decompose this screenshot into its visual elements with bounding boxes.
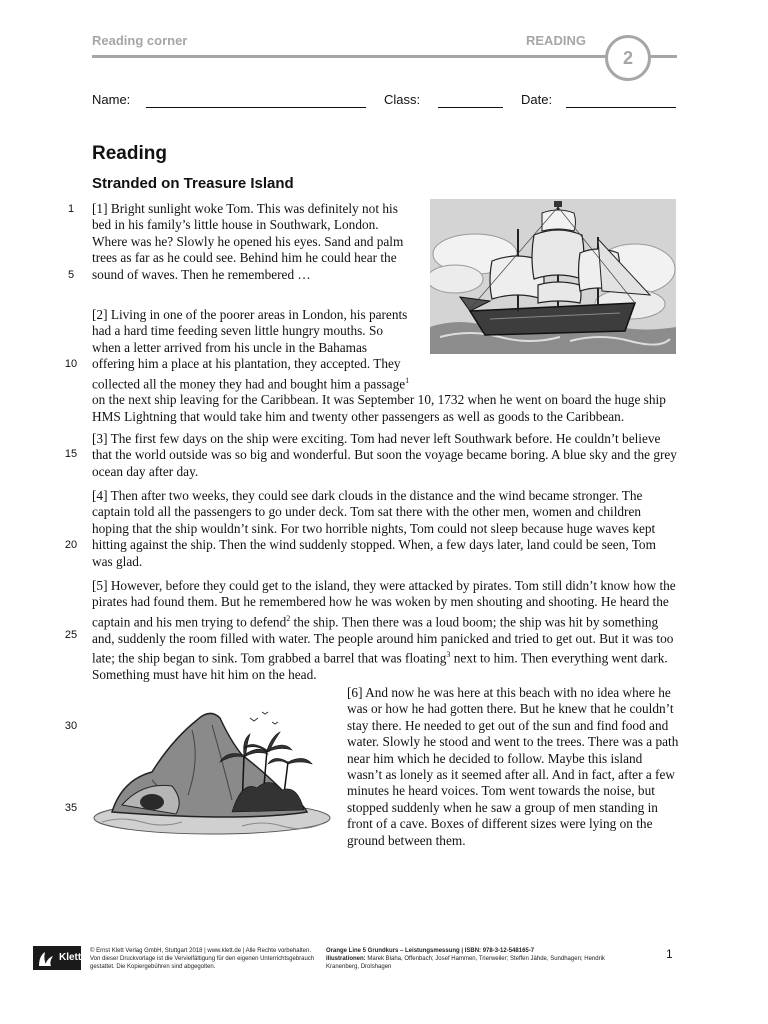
line-number: 5: [67, 269, 75, 281]
paragraph-5-text-a: [5] However, before they could get to the island, they were attacked by pirates. Tom still didn’t know how the pirates had found them. But he remembered how he was woken by men shouting and shooting. He heard the captain and his men trying to defend: [92, 578, 676, 630]
footnote-marker: 3: [446, 650, 451, 660]
section-label: Reading corner: [92, 33, 188, 48]
float-spacer: [410, 307, 678, 373]
class-label: Class:: [384, 92, 421, 107]
klett-logo-text: Klett: [59, 952, 82, 963]
unit-number: 2: [622, 47, 633, 68]
date-field[interactable]: [566, 107, 676, 108]
paragraph-5-text-c: next to him. Then everything went dark. Something must have hit him on the head.: [92, 650, 668, 682]
story-title: Stranded on Treasure Island: [92, 175, 294, 192]
credits: [326, 947, 632, 971]
unit-number-badge: [605, 35, 651, 81]
line-number: 25: [64, 629, 78, 641]
header-rule: [92, 55, 677, 58]
book-info: Orange Line 5 Grundkurs – Leistungsmessung | ISBN: 978-3-12-548165-7: [326, 948, 535, 954]
paragraph-5: [92, 578, 678, 683]
paragraph-3-text: [3] The first few days on the ship were exciting. Tom had never left Southwark before. He couldn’t believe that the world outside was so big and wonderful. But soon the voyage became boring. A blue sky and the grey ocean day after day.: [92, 431, 677, 479]
copyright-notice: © Ernst Klett Verlag GmbH, Stuttgart 2018 | www.klett.de | Alle Rechte vorbehalten. Von dieser Druckvorlage ist die Vervielfältigung für den eigenen Unterrichtsgebrauch gestattet. Die Kopiergebühren sind abgegolten.: [90, 948, 315, 970]
line-number: 20: [64, 539, 78, 551]
paragraph-4: [92, 488, 678, 570]
line-number: 15: [64, 448, 78, 460]
paragraph-5-text-b: the ship. Then there was a loud boom; the ship was hit by something and, suddenly the room filled with water. The people around him panicked and tried to get out. But it was too late; the ship began to sink. Tom grabbed a barrel that was floating: [92, 614, 674, 666]
paragraph-4-text: [4] Then after two weeks, they could see dark clouds in the distance and the wind became stronger. The captain told all the passengers to go under deck. Tom sat there with the other men, women and children hoping that the ship wouldn’t sink. For two horrible nights, Tom could not sleep because huge waves kept hitting against the ship. Then the wind suddenly stopped. When, a few days later, land could be seen, Tom was glad.: [92, 488, 656, 569]
paragraph-1: [92, 201, 410, 283]
paragraph-2-text-b: on the next ship leaving for the Caribbean. It was September 10, 1732 when he went on board the huge ship HMS Lightning that would take him and twenty other passengers as well as goods to the Caribbean.: [92, 392, 666, 424]
island-image: [92, 700, 332, 840]
page-title: Reading: [92, 143, 167, 164]
paragraph-6-text: [6] And now he was here at this beach with no idea where he was or how he had gotten there. But he knew that he couldn’t stay there. He needed to get out of the sun and find food and water. Slowly he stood and went to the trees. There was a path near him which he decided to follow. Maybe this island wasn’t as lonely as it seemed after all. And in fact, after a few minutes he heard voices. Tom went towards the noise, but stopped suddenly when he saw a group of men standing in front of a cave. Boxes of different sizes were lying on the ground between them.: [347, 685, 679, 848]
name-field[interactable]: [146, 107, 366, 108]
paragraph-1-text: [1] Bright sunlight woke Tom. This was definitely not his bed in his family’s little house in Southwark, London. Where was he? Slowly he opened his eyes. Sand and palm trees as far as he could see. Behind him he could hear the sound of waves. Then he remembered …: [92, 201, 404, 282]
paragraph-2: [92, 307, 678, 425]
name-label: Name:: [92, 92, 131, 107]
date-label: Date:: [521, 92, 553, 107]
island-illustration: [92, 700, 332, 840]
line-number: 1: [67, 203, 75, 215]
section-tag: READING: [526, 33, 586, 48]
line-number: 10: [64, 358, 78, 370]
illustrations-label: Illustrationen:: [326, 956, 366, 962]
footnote-marker: 2: [286, 613, 291, 623]
paragraph-6: [347, 685, 679, 849]
line-number: 30: [64, 720, 78, 732]
class-field[interactable]: [438, 107, 503, 108]
klett-logo: [33, 946, 81, 970]
page-number: 1: [666, 947, 673, 961]
footnote-marker: 1: [405, 375, 410, 385]
paragraph-2-text-a: [2] Living in one of the poorer areas in London, his parents had a hard time feeding seven little hungry mouths. So when a letter arrived from his uncle in the Bahamas offering him a place at his plantation, they accepted. They collected all the money they had and bought him a passage: [92, 307, 408, 392]
line-number: 35: [64, 802, 78, 814]
paragraph-3: [92, 431, 678, 480]
illustrations-credits: Marek Blaha, Offenbach; Josef Hammen, Trierweiler; Steffen Jähde, Sundhagen; Hendrik Kranenberg, Drolshagen: [326, 956, 605, 970]
